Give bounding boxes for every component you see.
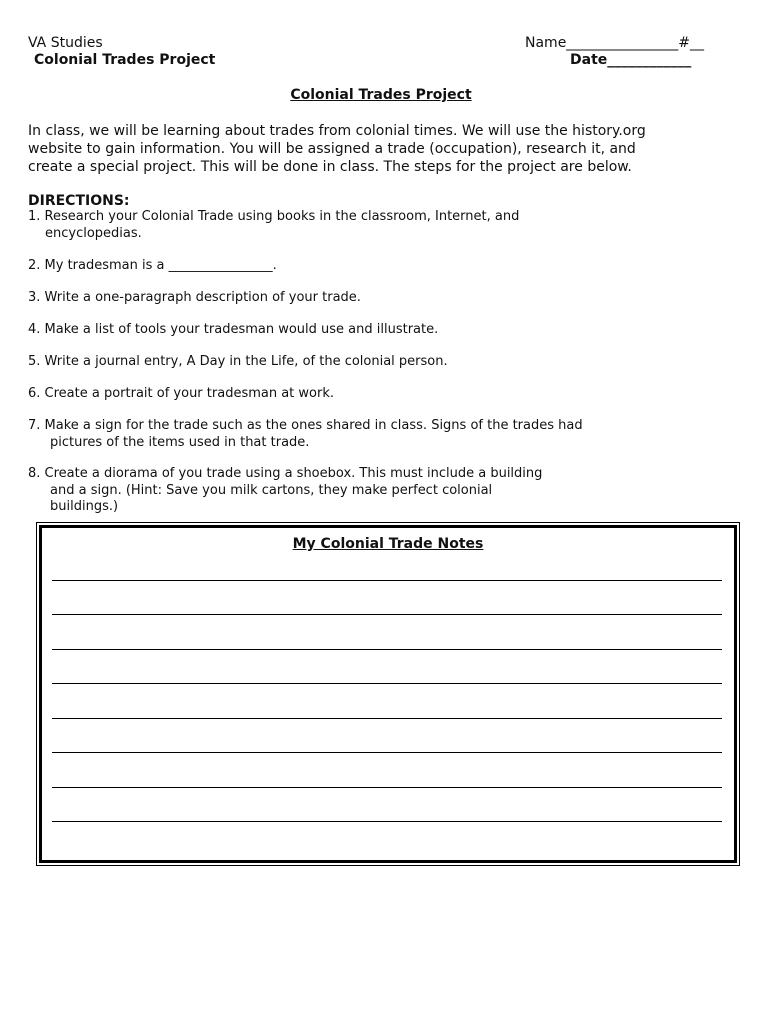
step-line: and a sign. (Hint: Save you milk cartons, they make perfect colonial	[50, 482, 493, 498]
directions-heading: DIRECTIONS:	[28, 193, 130, 209]
notes-title: My Colonial Trade Notes	[292, 536, 484, 552]
intro-paragraph	[28, 122, 728, 176]
step-1	[28, 209, 519, 242]
step-line: pictures of the items used in that trade.	[50, 434, 310, 450]
step-line: 3. Write a one-paragraph description of your trade.	[28, 290, 361, 305]
step-line: 2. My tradesman is a ________________.	[28, 258, 277, 273]
writing-line[interactable]	[52, 580, 722, 581]
name-field-label: Name________________#__	[525, 35, 705, 51]
step-line: 6. Create a portrait of your tradesman at work.	[28, 386, 335, 401]
step-5	[28, 354, 448, 371]
writing-line[interactable]	[52, 649, 722, 650]
step-3	[28, 290, 361, 307]
project-label: Colonial Trades Project	[34, 52, 216, 68]
writing-line[interactable]	[52, 821, 722, 822]
subject-label: VA Studies	[28, 35, 103, 51]
step-line: 4. Make a list of tools your tradesman would use and illustrate.	[28, 322, 439, 337]
writing-line[interactable]	[52, 683, 722, 684]
writing-line[interactable]	[52, 718, 722, 719]
step-line: encyclopedias.	[45, 225, 142, 241]
intro-line: create a special project. This will be done in class. The steps for the project are below.	[28, 159, 632, 175]
writing-line[interactable]	[52, 614, 722, 615]
writing-line[interactable]	[52, 787, 722, 788]
step-4	[28, 322, 438, 339]
step-line: 7. Make a sign for the trade such as the ones shared in class. Signs of the trades had	[28, 418, 583, 433]
step-line: 1. Research your Colonial Trade using books in the classroom, Internet, and	[28, 209, 520, 224]
page-title: Colonial Trades Project	[290, 87, 472, 103]
step-2	[28, 258, 277, 275]
step-7	[28, 418, 583, 451]
notes-box-inner	[39, 525, 737, 863]
writing-line[interactable]	[52, 752, 722, 753]
step-line: 5. Write a journal entry, A Day in the Life, of the colonial person.	[28, 354, 448, 369]
step-6	[28, 386, 334, 403]
step-8	[28, 466, 542, 516]
step-line: 8. Create a diorama of you trade using a shoebox. This must include a building	[28, 466, 543, 481]
step-line: buildings.)	[50, 499, 119, 514]
date-field-label	[570, 52, 691, 68]
intro-line: website to gain information. You will be assigned a trade (occupation), research it, and	[28, 141, 636, 157]
date-label: Date____________	[570, 52, 692, 68]
notes-box	[36, 522, 740, 866]
intro-line: In class, we will be learning about trades from colonial times. We will use the history.org	[28, 123, 646, 139]
